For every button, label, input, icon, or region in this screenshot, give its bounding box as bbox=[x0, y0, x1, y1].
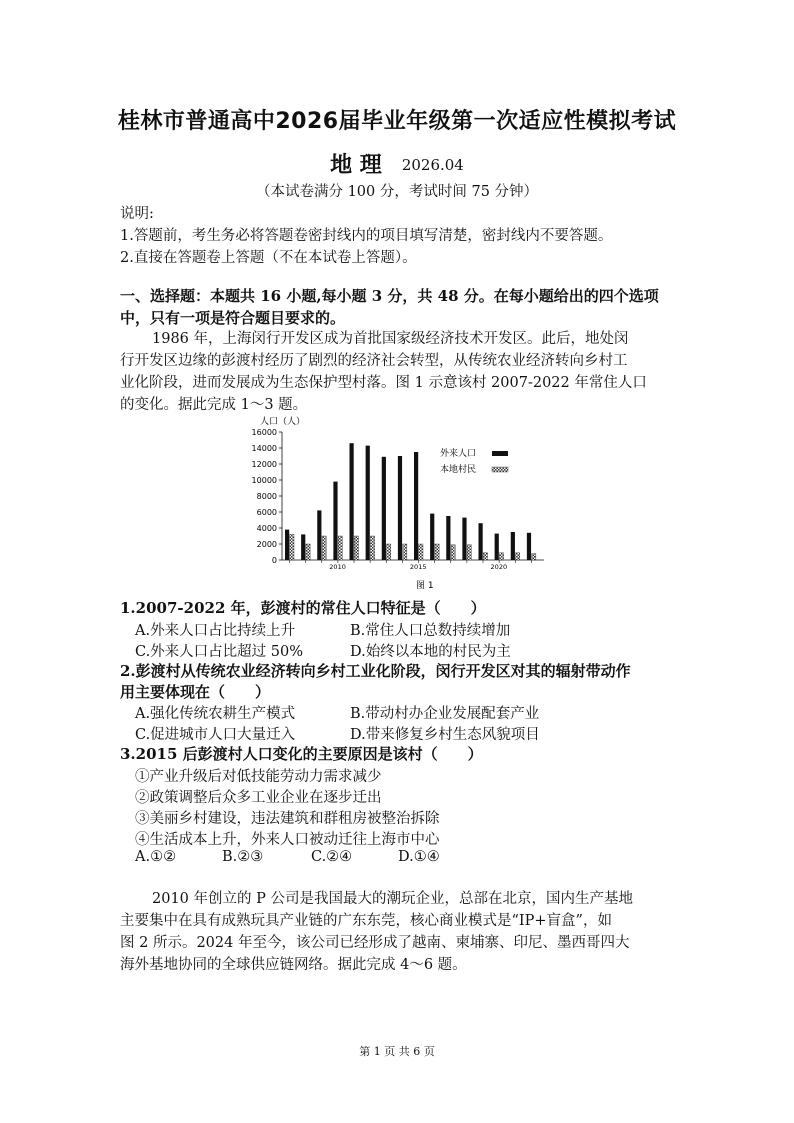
y-tick-label: 8000 bbox=[256, 492, 277, 501]
exam-title: 桂林市普通高中2026届毕业年级第一次适应性模拟考试 bbox=[117, 109, 677, 134]
y-axis-ticks bbox=[252, 428, 282, 565]
y-tick-label: 6000 bbox=[256, 508, 277, 517]
q1-stem: 1.2007-2022 年，彭渡村的常住人口特征是（ ） bbox=[120, 599, 486, 617]
bar-foreign-2022 bbox=[527, 533, 531, 560]
q2-option-c[interactable]: C.促进城市人口大量迁入 bbox=[135, 727, 296, 743]
chart-ylabel: 人口（人） bbox=[260, 417, 306, 427]
q1-option-c[interactable]: C.外来人口占比超过 50% bbox=[135, 644, 304, 660]
population-chart bbox=[240, 412, 560, 594]
subject-line bbox=[0, 148, 794, 179]
bar-local-2014 bbox=[403, 544, 407, 560]
bar-local-2019 bbox=[483, 553, 487, 560]
x-axis-ticks bbox=[290, 560, 532, 571]
bar-local-2015 bbox=[419, 544, 423, 560]
bar-local-2020 bbox=[499, 553, 503, 560]
q2-option-b[interactable]: B.带动村办企业发展配套产业 bbox=[350, 706, 540, 722]
instruction-item: 1.答题前，考生务必将答题卷密封线内的项目填写清楚，密封线内不要答题。 bbox=[120, 228, 613, 244]
bar-foreign-2014 bbox=[398, 456, 402, 560]
bar-foreign-2010 bbox=[333, 482, 337, 560]
passage2-line: 图 2 所示。2024 年至今，该公司已经形成了越南、柬埔寨、印尼、墨西哥四大 bbox=[120, 935, 630, 951]
legend-label-local: 本地村民 bbox=[440, 465, 477, 475]
bar-local-2017 bbox=[451, 545, 455, 560]
bar-foreign-2009 bbox=[317, 510, 321, 560]
passage1-line: 的变化。据此完成 1～3 题。 bbox=[120, 397, 308, 413]
y-tick-label: 12000 bbox=[251, 460, 277, 469]
bar-group bbox=[285, 443, 536, 560]
section-heading-cont: 中，只有一项是符合题目要求的。 bbox=[120, 309, 346, 327]
q3-item: ③美丽乡村建设，违法建筑和群租房被整治拆除 bbox=[135, 811, 440, 827]
q3-option-c[interactable]: C.②④ bbox=[311, 849, 353, 865]
passage1-line: 1986 年，上海闵行开发区成为首批国家级经济技术开发区。此后，地处闵 bbox=[152, 331, 629, 347]
passage1-line: 业化阶段，进而发展成为生态保护型村落。图 1 示意该村 2007-2022 年常住人口 bbox=[120, 375, 647, 391]
y-tick-label: 10000 bbox=[251, 476, 277, 485]
legend-swatch-foreign bbox=[492, 451, 508, 456]
subject-name: 地 理 bbox=[330, 152, 382, 178]
y-tick-label: 14000 bbox=[251, 444, 277, 453]
q1-option-a[interactable]: A.外来人口占比持续上升 bbox=[135, 623, 296, 639]
q1-option-b[interactable]: B.常住人口总数持续增加 bbox=[350, 623, 511, 639]
q3-item: ①产业升级后对低技能劳动力需求减少 bbox=[135, 769, 382, 785]
q2-stem-cont: 用主要体现在（ ） bbox=[120, 683, 271, 701]
exam-meta: （本试卷满分 100 分，考试时间 75 分钟） bbox=[255, 184, 539, 200]
bar-foreign-2012 bbox=[366, 446, 370, 560]
bar-foreign-2007 bbox=[285, 530, 289, 560]
x-tick-label-2010: 2010 bbox=[329, 563, 346, 571]
bar-foreign-2016 bbox=[430, 514, 434, 560]
instructions-label: 说明: bbox=[120, 206, 154, 222]
bar-local-2021 bbox=[516, 553, 520, 560]
instruction-item: 2.直接在答题卷上答题（不在本试卷上答题）。 bbox=[120, 250, 417, 266]
passage2-line: 海外基地协同的全球供应链网络。据此完成 4～6 题。 bbox=[120, 957, 467, 973]
y-tick-label: 2000 bbox=[256, 540, 277, 549]
bar-local-2012 bbox=[370, 536, 374, 560]
bar-local-2007 bbox=[290, 534, 294, 560]
passage2-line: 2010 年创立的 P 公司是我国最大的潮玩企业，总部在北京，国内生产基地 bbox=[152, 891, 633, 907]
q2-stem: 2.彭渡村从传统农业经济转向乡村工业化阶段，闵行开发区对其的辐射带动作 bbox=[120, 662, 631, 680]
q3-stem: 3.2015 后彭渡村人口变化的主要原因是该村（ ） bbox=[120, 745, 483, 763]
x-tick-label-2020: 2020 bbox=[490, 563, 508, 571]
q1-option-d[interactable]: D.始终以本地的村民为主 bbox=[350, 644, 511, 660]
x-tick-label-2015: 2015 bbox=[409, 563, 427, 571]
bar-foreign-2021 bbox=[511, 532, 515, 560]
bar-foreign-2017 bbox=[446, 516, 450, 560]
q3-option-a[interactable]: A.①② bbox=[135, 849, 177, 865]
y-tick-label: 0 bbox=[271, 556, 277, 565]
bar-local-2016 bbox=[435, 544, 439, 560]
bar-foreign-2019 bbox=[479, 523, 483, 560]
y-tick-label: 16000 bbox=[251, 428, 277, 437]
bar-local-2008 bbox=[306, 544, 310, 560]
bar-foreign-2008 bbox=[301, 534, 305, 560]
bar-local-2010 bbox=[338, 536, 342, 560]
chart-legend bbox=[440, 447, 508, 475]
legend-swatch-local bbox=[492, 467, 508, 472]
legend-label-foreign: 外来人口 bbox=[440, 449, 477, 459]
q3-item: ④生活成本上升，外来人口被动迁往上海市中心 bbox=[135, 832, 440, 848]
bar-local-2009 bbox=[322, 536, 326, 560]
passage1-line: 行开发区边缘的彭渡村经历了剧烈的经济社会转型，从传统农业经济转向乡村工 bbox=[120, 353, 628, 369]
bar-foreign-2011 bbox=[350, 443, 354, 560]
bar-local-2022 bbox=[532, 554, 536, 560]
page-footer: 第 1 页 共 6 页 bbox=[359, 1045, 435, 1058]
q3-item: ②政策调整后众多工业企业在逐步迁出 bbox=[135, 790, 382, 806]
q2-option-d[interactable]: D.带来修复乡村生态风貌项目 bbox=[350, 727, 540, 743]
bar-local-2013 bbox=[387, 544, 391, 560]
passage2-line: 主要集中在具有成熟玩具产业链的广东东莞，核心商业模式是“IP+盲盒”，如 bbox=[120, 913, 612, 929]
q2-option-a[interactable]: A.强化传统农耕生产模式 bbox=[135, 706, 296, 722]
bar-foreign-2013 bbox=[382, 457, 386, 560]
bar-foreign-2020 bbox=[495, 534, 499, 560]
bar-foreign-2015 bbox=[414, 452, 418, 560]
bar-foreign-2018 bbox=[462, 518, 466, 560]
y-tick-label: 4000 bbox=[256, 524, 277, 533]
bar-local-2011 bbox=[354, 536, 358, 560]
bar-local-2018 bbox=[467, 545, 471, 560]
q3-option-b[interactable]: B.②③ bbox=[222, 849, 264, 865]
exam-date: 2026.04 bbox=[401, 156, 464, 174]
chart-caption: 图 1 bbox=[416, 581, 434, 591]
q3-option-d[interactable]: D.①④ bbox=[398, 849, 440, 865]
section-heading: 一、选择题：本题共 16 小题,每小题 3 分，共 48 分。在每小题给出的四个选项 bbox=[120, 287, 659, 305]
